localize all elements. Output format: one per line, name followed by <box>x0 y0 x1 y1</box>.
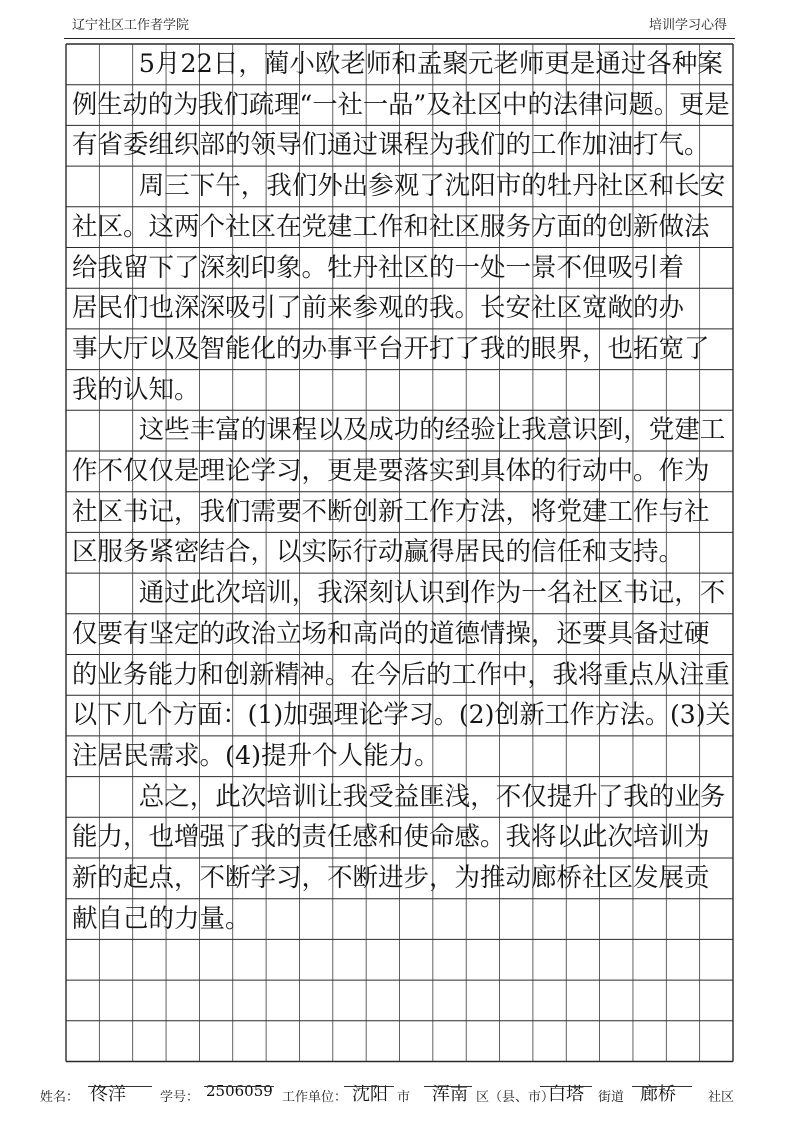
city-underline <box>344 1086 394 1087</box>
city-value: 沈阳 <box>352 1084 388 1105</box>
essay-line: 这些丰富的课程以及成功的经验让我意识到，党建工 <box>138 415 726 446</box>
essay-line: 有省委组织部的领导们通过课程为我们的工作加油打气。 <box>72 130 710 161</box>
author-info-footer <box>40 1080 759 1108</box>
essay-line: 总之，此次培训让我受益匪浅，不仅提升了我的业务 <box>138 781 726 812</box>
essay-line: 事大厅以及智能化的办事平台开打了我的眼界，也拓宽了 <box>72 333 710 364</box>
essay-line: 社区书记，我们需要不断创新工作方法，将党建工作与社 <box>72 496 710 527</box>
unit-label: 工作单位： <box>282 1090 348 1105</box>
city-suffix: 市 <box>397 1090 411 1105</box>
essay-line: 能力，也增强了我的责任感和使命感。我将以此次培训为 <box>72 822 710 853</box>
id-underline <box>204 1086 274 1087</box>
district-suffix: 区（县、市） <box>476 1090 555 1105</box>
essay-line: 注居民需求。(4)提升个人能力。 <box>72 740 440 771</box>
street-underline <box>540 1086 592 1087</box>
institution-header: 辽宁社区工作者学院 <box>72 18 190 33</box>
essay-line: 周三下午，我们外出参观了沈阳市的牡丹社区和长安 <box>138 171 726 202</box>
essay-line: 以下几个方面：(1)加强理论学习。(2)创新工作方法。(3)关 <box>72 700 731 731</box>
street-value: 白塔 <box>548 1084 584 1105</box>
essay-line: 仅要有坚定的政治立场和高尚的道德情操，还要具备过硬 <box>72 618 710 649</box>
id-value: 2506059 <box>206 1082 273 1100</box>
essay-line: 献自己的力量。 <box>72 903 251 934</box>
district-underline <box>424 1086 472 1087</box>
essay-line: 5月22日，蔺小欧老师和孟聚元老师更是通过各种案 <box>138 49 723 79</box>
community-value: 廊桥 <box>640 1084 676 1105</box>
community-underline <box>632 1086 692 1087</box>
essay-line: 我的认知。 <box>72 374 200 405</box>
street-suffix: 街道 <box>598 1090 625 1105</box>
essay-line: 区服务紧密结合，以实际行动赢得居民的信任和支持。 <box>72 537 685 568</box>
name-label: 姓名： <box>40 1090 80 1105</box>
essay-line: 新的起点，不断学习，不断进步，为推动廊桥社区发展贡 <box>72 863 710 893</box>
essay-line: 社区。这两个社区在党建工作和社区服务方面的创新做法 <box>72 211 710 242</box>
name-underline <box>88 1086 152 1087</box>
community-suffix: 社区 <box>708 1090 735 1105</box>
essay-line: 通过此次培训，我深刻认识到作为一名社区书记，不 <box>138 578 726 609</box>
essay-line: 例生动的为我们疏理“一社一品”及社区中的法律问题。更是 <box>72 89 730 120</box>
district-value: 浑南 <box>432 1084 468 1105</box>
essay-line: 居民们也深深吸引了前来参观的我。长安社区宽敞的办 <box>72 293 685 324</box>
essay-line: 给我留下了深刻印象。牡丹社区的一处一景不但吸引着 <box>72 252 685 283</box>
id-label: 学号： <box>160 1090 200 1105</box>
document-type-header: 培训学习心得 <box>648 18 727 33</box>
name-value: 佟洋 <box>90 1084 126 1105</box>
essay-line: 作不仅仅是理论学习，更是要落实到具体的行动中。作为 <box>72 456 710 486</box>
essay-line: 的业务能力和创新精神。在今后的工作中，我将重点从注重 <box>72 659 730 690</box>
